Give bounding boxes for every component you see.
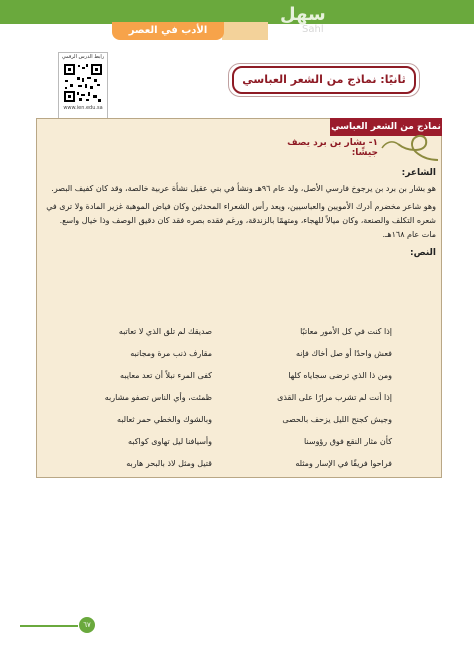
verse-first-half: ومن ذا الذي ترضى سجاياه كلها	[288, 370, 392, 380]
footer-line	[20, 625, 78, 627]
card-header: نماذج من الشعر العباسي	[330, 118, 442, 136]
section-title: ثانيًا: نماذج من الشعر العباسي	[232, 66, 416, 94]
poem-verse	[62, 408, 392, 430]
page-header	[0, 0, 474, 54]
text-heading: النص:	[409, 248, 436, 258]
verse-first-half: فراحوا فريقًا في الإسار ومثله	[295, 458, 392, 468]
poem-verse	[62, 364, 392, 386]
verse-first-half: وجيش كجنح الليل يزحف بالحصى	[282, 414, 392, 424]
poem-verse	[62, 430, 392, 452]
verse-second-half: مقارف ذنب مرة ومجانبه	[130, 348, 212, 358]
page-number: ٦٧	[79, 617, 95, 633]
qr-code-icon[interactable]	[63, 63, 103, 103]
header-tab-accent	[222, 22, 268, 40]
poem-verse	[62, 342, 392, 364]
brand-sub: Sahl	[302, 24, 324, 35]
poet-heading: الشاعر:	[401, 168, 436, 178]
poem	[62, 320, 392, 474]
verse-second-half: وبالشوك والخطي حمر ثعالبه	[116, 414, 212, 424]
poem-verse	[62, 386, 392, 408]
poet-bio-2: وهو شاعر مخضرم أدرك الأمويين والعباسيين، ويعد رأس الشعراء المحدثين وكان فياض الموهبة غزير المادة ولا ترى في شعره التكلف والصنعة، وكان ميالاً للهجاء، ومتهمًا بالزندقة، ورغم فقده بصره فقد كان دقيق الوصف وذا خيال واسع. مات عام ١٦٨هـ.	[46, 202, 436, 239]
qr-title: رابط الدرس الرقمي	[61, 54, 105, 60]
poet-bio-1: هو بشار بن برد بن يرجوخ فارسي الأصل، ولد عام ٩٦هـ ونشأ في بني عقيل نشأة عربية خالصة، وقد كان كفيف البصر.	[51, 184, 436, 193]
swirl-ornament-icon	[378, 130, 440, 170]
brand-watermark: سهل	[280, 4, 326, 25]
poem-verse	[62, 452, 392, 474]
verse-first-half: إذا كنت في كل الأمور معاتبًا	[300, 326, 392, 336]
qr-url[interactable]: www.ien.edu.sa	[63, 105, 103, 111]
verse-second-half: وأسيافنا ليل تهاوى كواكبه	[127, 436, 212, 446]
poem-verse	[62, 320, 392, 342]
card-body	[44, 166, 436, 262]
verse-second-half: ظمئت، وأي الناس تصفو مشاربه	[104, 392, 212, 402]
card-subtitle: ١- بشار بن برد يصف جيشًا:	[287, 138, 378, 158]
verse-first-half: كأن مثار النقع فوق رؤوسنا	[304, 436, 392, 446]
verse-second-half: قتيل ومثل لاذ بالبحر هاربه	[126, 458, 212, 468]
verse-second-half: صديقك لم تلق الذي لا تعاتبه	[118, 326, 212, 336]
header-green-band	[0, 0, 474, 24]
verse-second-half: كفى المرء نبلاً أن تعد معايبه	[119, 370, 212, 380]
verse-first-half: فعش واحدًا أو صل أخاك فإنه	[296, 348, 392, 358]
verse-first-half: إذا أنت لم تشرب مرارًا على القذى	[277, 392, 392, 402]
header-tab-label: الأدب في العصر العباسي	[112, 22, 224, 40]
qr-card[interactable]	[58, 52, 108, 120]
